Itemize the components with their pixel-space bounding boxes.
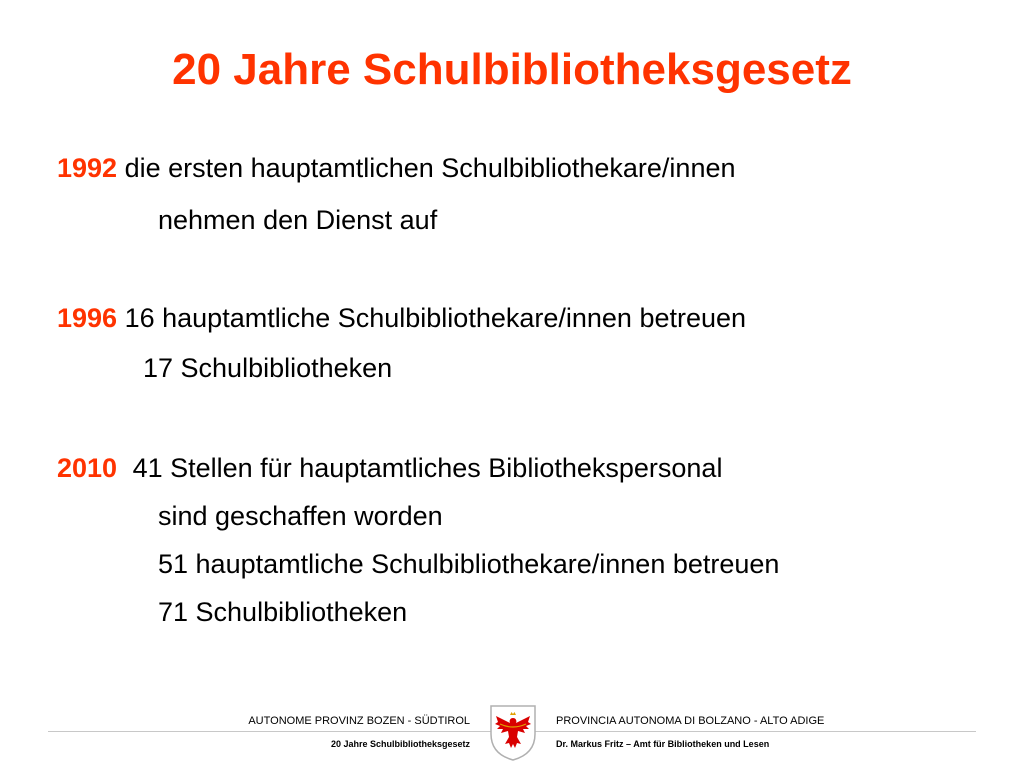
footer-left-caption: 20 Jahre Schulbibliotheksgesetz — [330, 739, 470, 749]
footer-right-org: PROVINCIA AUTONOMA DI BOLZANO - ALTO ADIGE — [556, 715, 825, 727]
year-label: 2010 — [57, 453, 118, 483]
entry-text: die ersten hauptamtlichen Schulbibliothekare/innen — [124, 153, 736, 183]
entry-1996-line-2: 17 Schulbibliotheken — [143, 353, 393, 383]
entry-1992-line-2: nehmen den Dienst auf — [158, 205, 438, 235]
year-label: 1992 — [57, 153, 118, 183]
entry-2010-line-1 — [57, 450, 722, 486]
entry-2010-line-3: 51 hauptamtliche Schulbibliothekare/innen betreuen — [158, 549, 780, 579]
entry-text: 16 hauptamtliche Schulbibliothekare/innen betreuen — [124, 303, 747, 333]
year-label: 1996 — [57, 303, 118, 333]
footer-left-org: AUTONOME PROVINZ BOZEN - SÜDTIROL — [248, 715, 470, 727]
entry-1992-line-1 — [57, 150, 736, 186]
entry-2010-line-2: sind geschaffen worden — [158, 501, 443, 531]
entry-1996-line-1 — [57, 300, 746, 336]
entry-2010-line-4: 71 Schulbibliotheken — [158, 597, 408, 627]
entry-text: 41 Stellen für hauptamtliches Bibliothekspersonal — [132, 453, 723, 483]
footer-right-caption: Dr. Markus Fritz – Amt für Bibliotheken und Lesen — [556, 739, 770, 749]
slide-title: 20 Jahre Schulbibliotheksgesetz — [172, 45, 852, 94]
coat-of-arms-eagle-icon — [488, 704, 538, 762]
